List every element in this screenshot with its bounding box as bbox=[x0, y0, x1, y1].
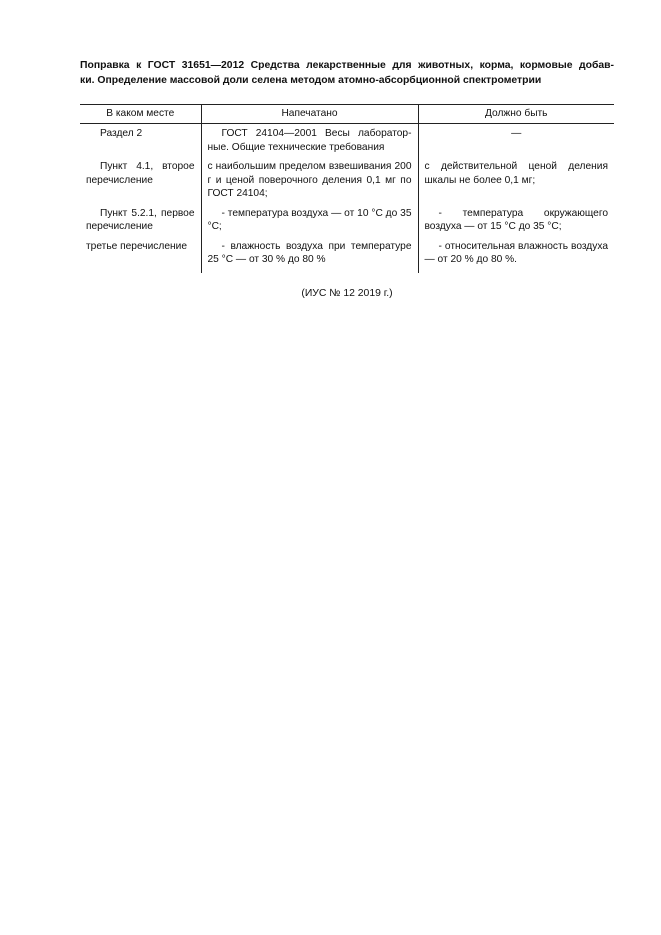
table-row bbox=[80, 204, 614, 237]
cell-printed: с наибольшим пределом взвешивания 200 г и ценой поверочного деления 0,1 мг по ГОСТ 24104; bbox=[201, 157, 418, 204]
cell-location: третье перечисление bbox=[86, 240, 187, 252]
header-location: В каком месте bbox=[80, 105, 201, 124]
cell-printed: ГОСТ 24104—2001 Весы лабораторные. Общие технические требования bbox=[201, 124, 418, 158]
title-line-1: Поправка к ГОСТ 31651—2012 Средства лекарственные для животных, корма, кормовые добав- bbox=[80, 60, 614, 71]
correction-table bbox=[80, 104, 614, 273]
ius-note: (ИУС № 12 2019 г.) bbox=[301, 288, 393, 299]
title-line-2: ки. Определение массовой доли селена методом атомно-абсорбционной спектрометрии bbox=[80, 75, 542, 86]
document-title bbox=[80, 58, 614, 88]
cell-location: Пункт 4.1, второе перечисление bbox=[86, 161, 195, 186]
table-row bbox=[80, 157, 614, 204]
cell-should-be: - температура окружающего воздуха — от 15 °С до 35 °С; bbox=[418, 204, 614, 237]
table-row bbox=[80, 237, 614, 273]
cell-should-be: с действительной ценой деления шкалы не более 0,1 мг; bbox=[418, 157, 614, 204]
header-should-be: Должно быть bbox=[418, 105, 614, 124]
cell-printed: - температура воздуха — от 10 °С до 35 °С; bbox=[201, 204, 418, 237]
cell-location: Раздел 2 bbox=[100, 128, 143, 139]
cell-should-be: — bbox=[418, 124, 614, 158]
cell-should-be: - относительная влажность воздуха — от 20 % до 80 %. bbox=[418, 237, 614, 273]
cell-location: Пункт 5.2.1, первое перечисление bbox=[86, 207, 195, 232]
header-printed: Напечатано bbox=[201, 105, 418, 124]
table-header-row bbox=[80, 105, 614, 124]
table-row bbox=[80, 124, 614, 158]
cell-printed: - влажность воздуха при температуре 25 °С — от 30 % до 80 % bbox=[201, 237, 418, 273]
